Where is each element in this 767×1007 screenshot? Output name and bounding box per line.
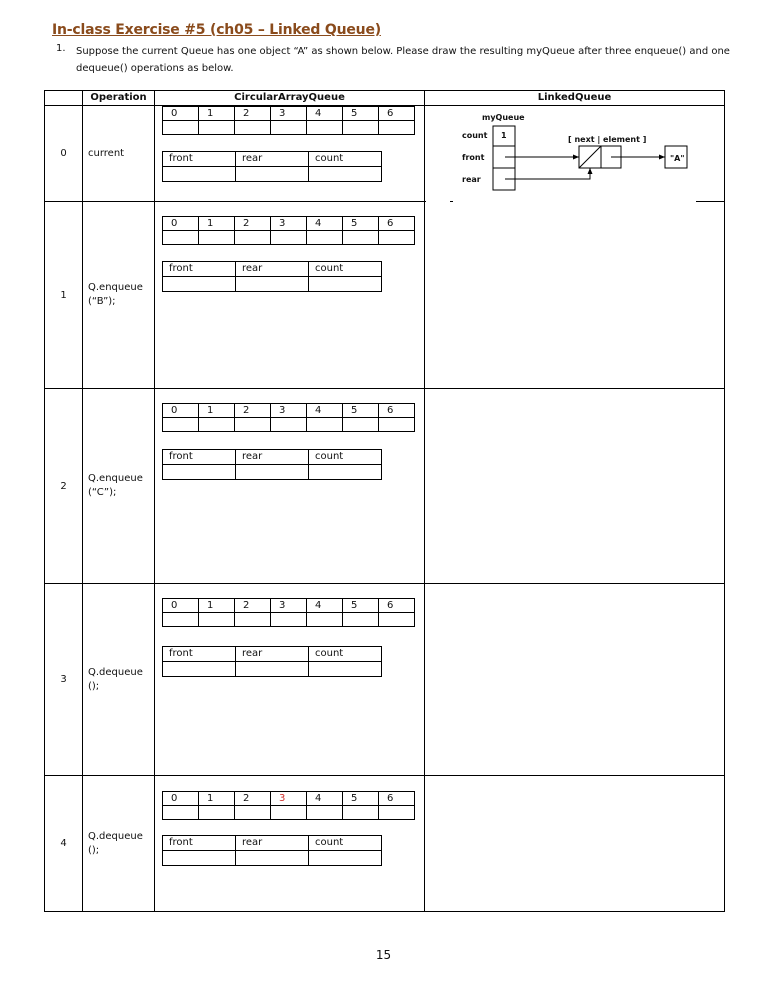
op-line2: (“C”); bbox=[88, 487, 117, 498]
array-index-label: 0 bbox=[163, 599, 199, 613]
array-index-label: 4 bbox=[307, 599, 343, 613]
array-index-label: 3 bbox=[271, 404, 307, 418]
null-slash bbox=[579, 146, 601, 168]
front-arrowhead bbox=[573, 155, 579, 160]
array-index-label: 2 bbox=[235, 107, 271, 121]
element-a-label: "A" bbox=[670, 154, 685, 163]
array-index-label: 5 bbox=[343, 404, 379, 418]
array-index-label: 6 bbox=[379, 599, 415, 613]
array-index-label: 2 bbox=[235, 404, 271, 418]
array-index-label: 0 bbox=[163, 404, 199, 418]
field-label: rear bbox=[236, 647, 309, 662]
array-index-label: 1 bbox=[199, 792, 235, 806]
array-index-label: 4 bbox=[307, 404, 343, 418]
node-header-label: [ next | element ] bbox=[568, 135, 647, 144]
field-label: count bbox=[309, 262, 382, 277]
array-index-label: 1 bbox=[199, 599, 235, 613]
array-index-label: 5 bbox=[343, 599, 379, 613]
field-label: front bbox=[163, 262, 236, 277]
field-label: front bbox=[163, 836, 236, 851]
row-index: 3 bbox=[45, 584, 83, 776]
array-index-label: 5 bbox=[343, 792, 379, 806]
header-linked-queue: LinkedQueue bbox=[425, 91, 725, 106]
array-index-label: 0 bbox=[163, 792, 199, 806]
array-index-label: 0 bbox=[163, 107, 199, 121]
element-a-box bbox=[665, 146, 687, 168]
array-index-label: 1 bbox=[199, 107, 235, 121]
question-text: Suppose the current Queue has one object “A” as shown below. Please draw the resulting myQueue after three enqueue() and one dequeue() operations as below. bbox=[76, 46, 730, 74]
header-operation: Operation bbox=[83, 91, 155, 106]
myqueue-label: myQueue bbox=[482, 113, 525, 122]
field-label: rear bbox=[236, 262, 309, 277]
array-index-label: 3 bbox=[271, 217, 307, 231]
row-index: 1 bbox=[45, 202, 83, 389]
array-index-label: 6 bbox=[379, 107, 415, 121]
array-index-label: 3 bbox=[271, 792, 307, 806]
op-line2: (); bbox=[88, 844, 100, 856]
array-index-label: 6 bbox=[379, 217, 415, 231]
array-index-label: 3 bbox=[271, 107, 307, 121]
count-label: count bbox=[462, 131, 488, 140]
count-value: 1 bbox=[501, 131, 507, 140]
rear-arrowhead bbox=[588, 168, 593, 174]
array-index-label: 1 bbox=[199, 404, 235, 418]
row-index: 0 bbox=[45, 106, 83, 202]
op-line1: current bbox=[88, 147, 125, 159]
array-index-label: 6 bbox=[379, 792, 415, 806]
field-label: front bbox=[163, 450, 236, 465]
array-index-label: 0 bbox=[163, 217, 199, 231]
op-line2: (); bbox=[88, 680, 100, 692]
front-label: front bbox=[462, 153, 485, 162]
page-title: In-class Exercise #5 (ch05 – Linked Queue) bbox=[52, 22, 381, 38]
question-number: 1. bbox=[56, 43, 66, 54]
array-index-label: 6 bbox=[379, 404, 415, 418]
row-index: 4 bbox=[45, 776, 83, 912]
array-index-label: 4 bbox=[307, 792, 343, 806]
array-index-label: 1 bbox=[199, 217, 235, 231]
field-label: count bbox=[309, 647, 382, 662]
rear-label: rear bbox=[462, 175, 481, 184]
field-label: count bbox=[309, 152, 382, 167]
field-label: front bbox=[163, 647, 236, 662]
field-label: rear bbox=[236, 152, 309, 167]
header-circular-array-queue: CircularArrayQueue bbox=[155, 91, 425, 106]
rear-pointer bbox=[505, 168, 590, 179]
field-label: count bbox=[309, 836, 382, 851]
page-number: 15 bbox=[375, 948, 392, 962]
array-index-label: 3 bbox=[271, 599, 307, 613]
field-label: rear bbox=[236, 836, 309, 851]
op-line1: Q.enqueue bbox=[88, 473, 143, 484]
op-line1: Q.dequeue bbox=[88, 830, 143, 842]
array-index-label: 4 bbox=[307, 107, 343, 121]
array-index-label: 5 bbox=[343, 217, 379, 231]
array-index-label: 2 bbox=[235, 217, 271, 231]
array-index-label: 5 bbox=[343, 107, 379, 121]
op-line1: Q.enqueue bbox=[88, 282, 143, 293]
array-index-label: 4 bbox=[307, 217, 343, 231]
field-label: front bbox=[163, 152, 236, 167]
count-box bbox=[493, 126, 515, 146]
field-label: count bbox=[309, 450, 382, 465]
row-index: 2 bbox=[45, 389, 83, 584]
array-index-label: 2 bbox=[235, 792, 271, 806]
op-line2: (“B”); bbox=[88, 296, 116, 307]
array-index-label: 2 bbox=[235, 599, 271, 613]
element-arrowhead bbox=[659, 155, 665, 160]
op-line1: Q.dequeue bbox=[88, 666, 143, 678]
field-label: rear bbox=[236, 450, 309, 465]
